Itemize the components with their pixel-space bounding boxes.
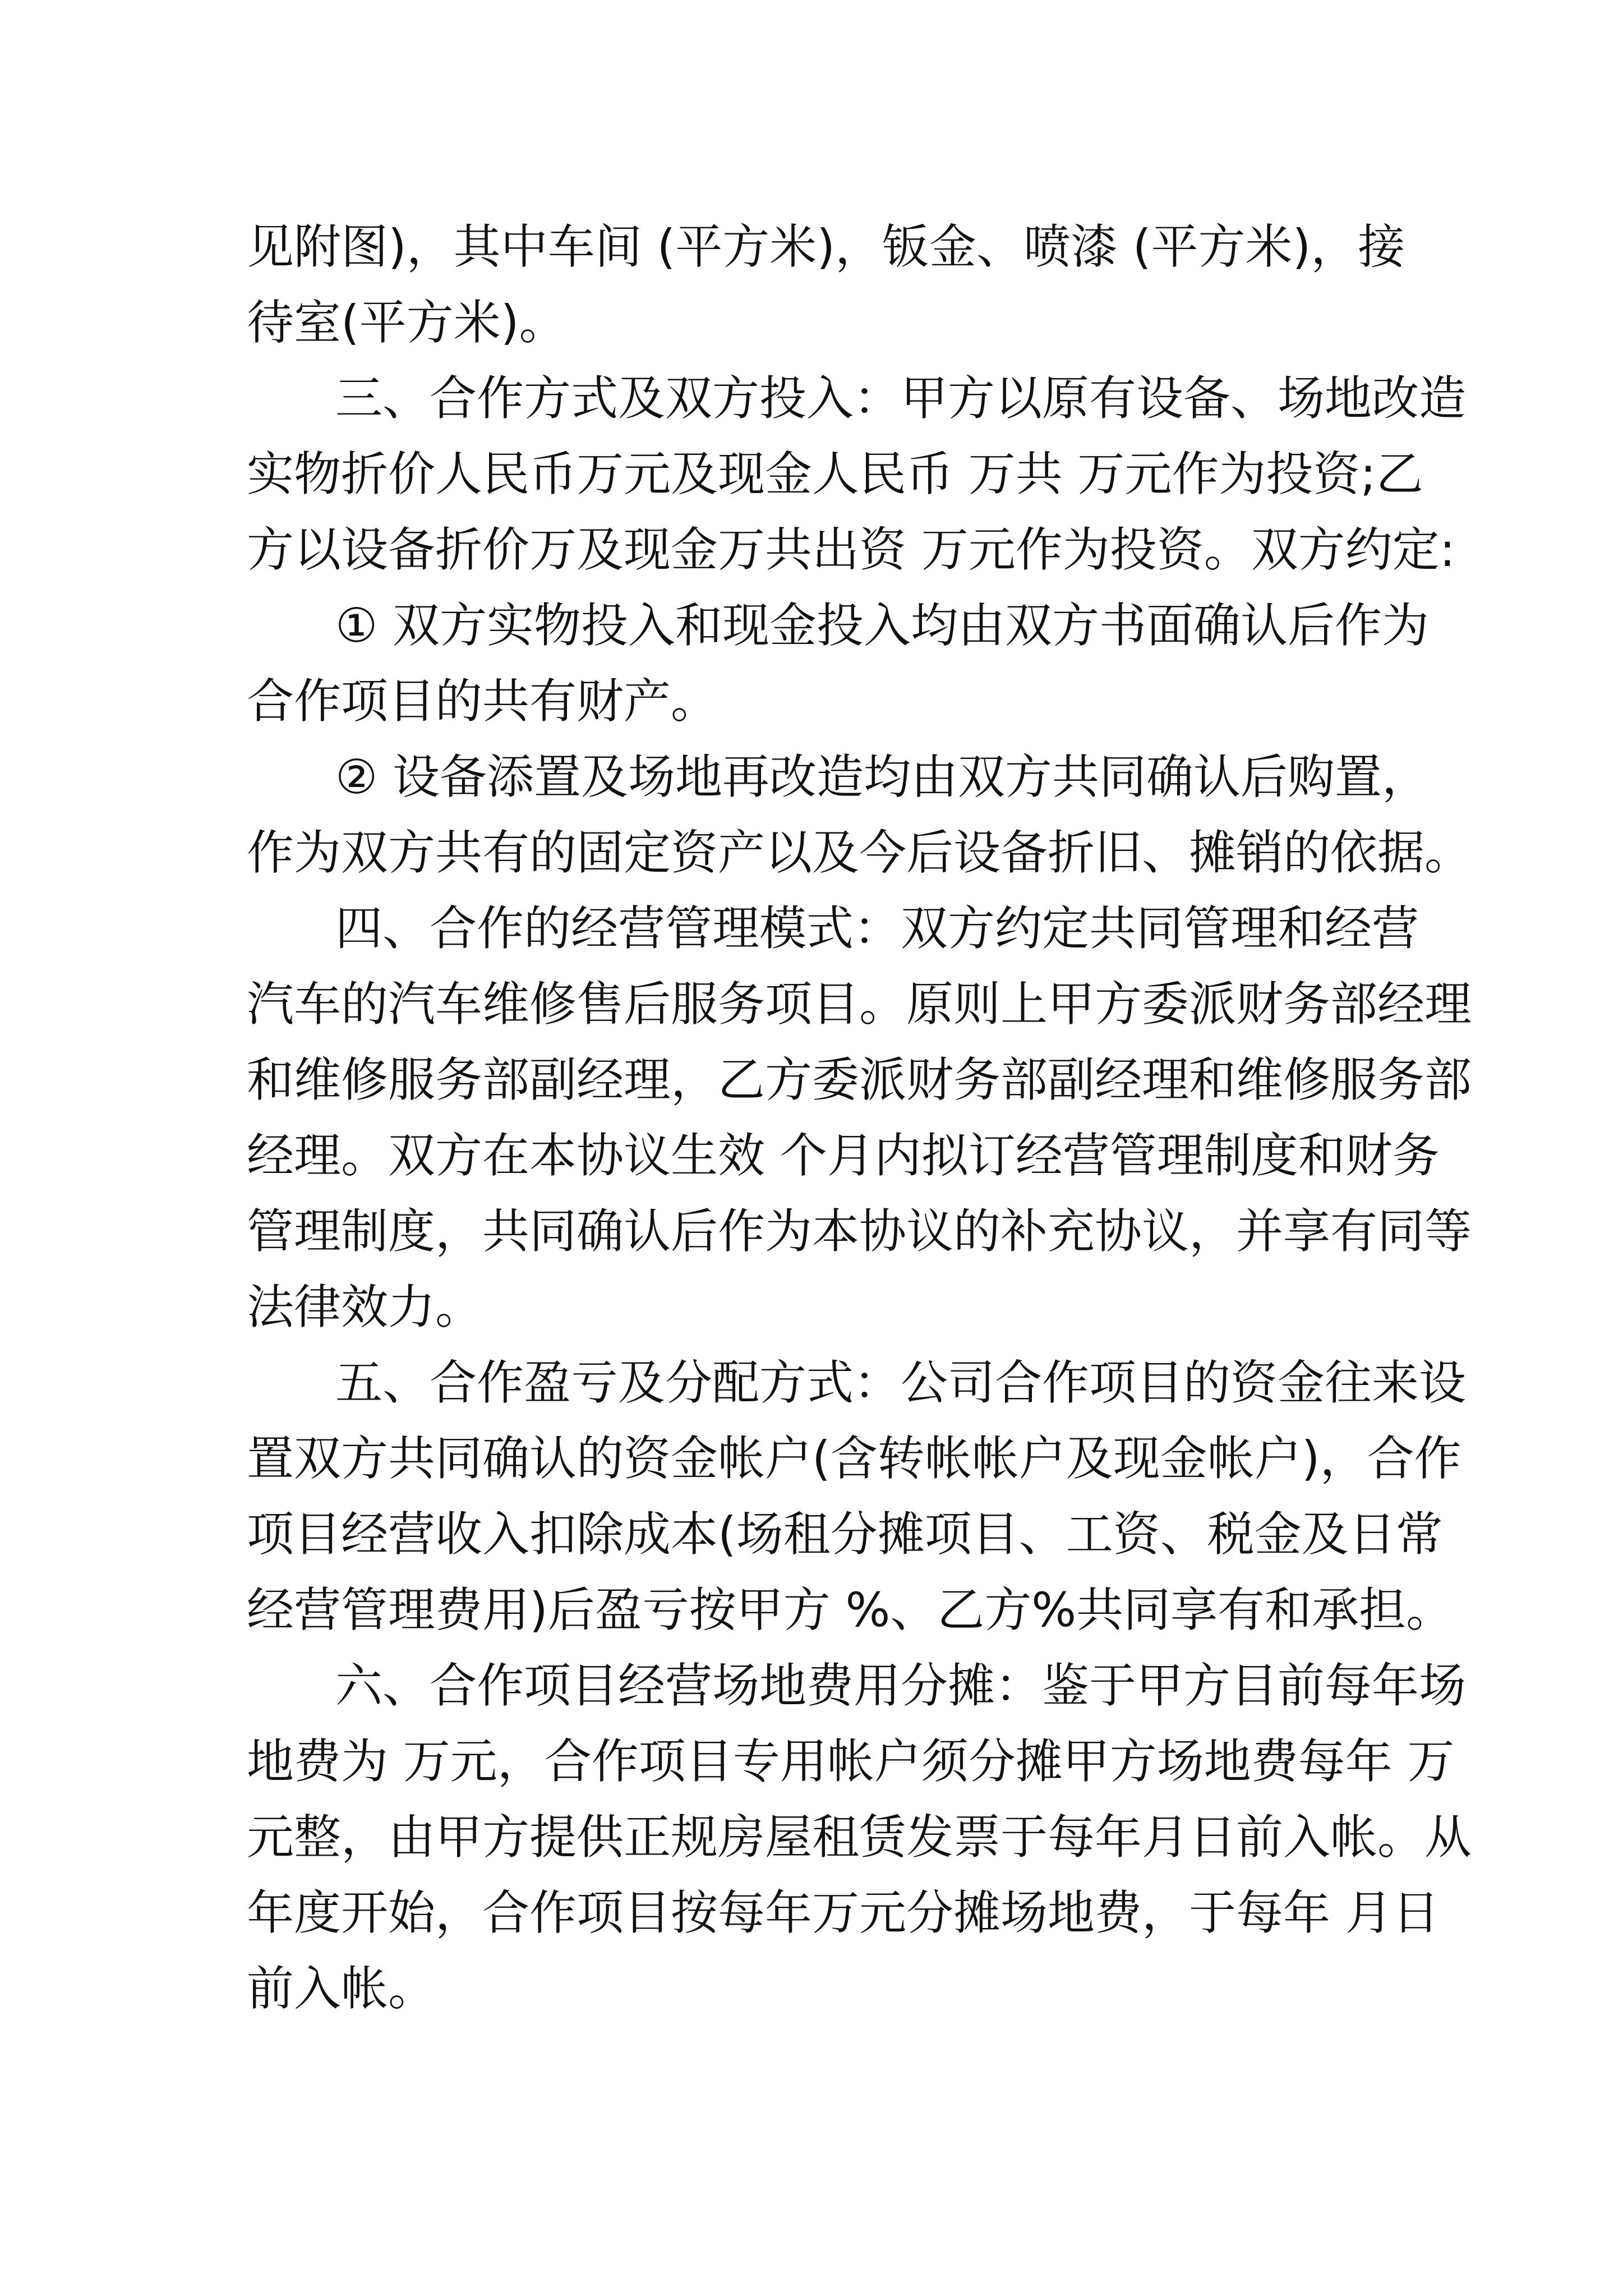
text-line-16: 五、合作盈亏及分配方式：公司合作项目的资金往来设 xyxy=(335,1355,1467,1410)
text-line-13: 经理。双方在本协议生效 个月内拟订经营管理制度和财务 xyxy=(247,1128,1440,1183)
text-line-21: 地费为 万元，合作项目专用帐户须分摊甲方场地费每年 万 xyxy=(247,1734,1455,1789)
text-line-3: 三、合作方式及双方投入：甲方以原有设备、场地改造 xyxy=(335,371,1467,426)
text-line-4: 实物折价人民币万元及现金人民币 万共 万元作为投资;乙 xyxy=(247,447,1423,501)
text-line-5: 方以设备折价万及现金万共出资 万元作为投资。双方约定: xyxy=(247,522,1456,577)
text-line-10: 四、合作的经营管理模式：双方约定共同管理和经营 xyxy=(335,901,1419,956)
text-line-20: 六、合作项目经营场地费用分摊：鉴于甲方目前每年场 xyxy=(335,1658,1467,1713)
text-line-17: 置双方共同确认的资金帐户(含转帐帐户及现金帐户)，合作 xyxy=(247,1431,1461,1486)
text-line-24: 前入帐。 xyxy=(247,1961,436,2016)
text-line-11: 汽车的汽车维修售后服务项目。原则上甲方委派财务部经理 xyxy=(247,977,1472,1032)
text-line-8: ② 设备添置及场地再改造均由双方共同确认后购置， xyxy=(335,749,1430,804)
text-line-9: 作为双方共有的固定资产以及今后设备折旧、摊销的依据。 xyxy=(247,825,1472,880)
text-line-6: ① 双方实物投入和现金投入均由双方书面确认后作为 xyxy=(335,598,1430,653)
text-line-18: 项目经营收入扣除成本(场租分摊项目、工资、税金及日常 xyxy=(247,1507,1443,1562)
text-line-2: 待室(平方米)。 xyxy=(247,295,566,350)
text-line-12: 和维修服务部副经理，乙方委派财务部副经理和维修服务部 xyxy=(247,1052,1472,1107)
text-line-22: 元整，由甲方提供正规房屋租赁发票于每年月日前入帐。从 xyxy=(247,1810,1472,1865)
text-line-1: 见附图)，其中车间 (平方米)，钣金、喷漆 (平方米)，接 xyxy=(247,219,1405,274)
text-line-15: 法律效力。 xyxy=(247,1280,483,1335)
text-line-23: 年度开始，合作项目按每年万元分摊场地费，于每年 月日 xyxy=(247,1885,1440,1940)
text-line-14: 管理制度，共同确认后作为本协议的补充协议，并享有同等 xyxy=(247,1204,1472,1259)
text-line-7: 合作项目的共有财产。 xyxy=(247,674,718,729)
text-line-19: 经营管理费用)后盈亏按甲方 %、乙方%共同享有和承担。 xyxy=(247,1582,1454,1637)
